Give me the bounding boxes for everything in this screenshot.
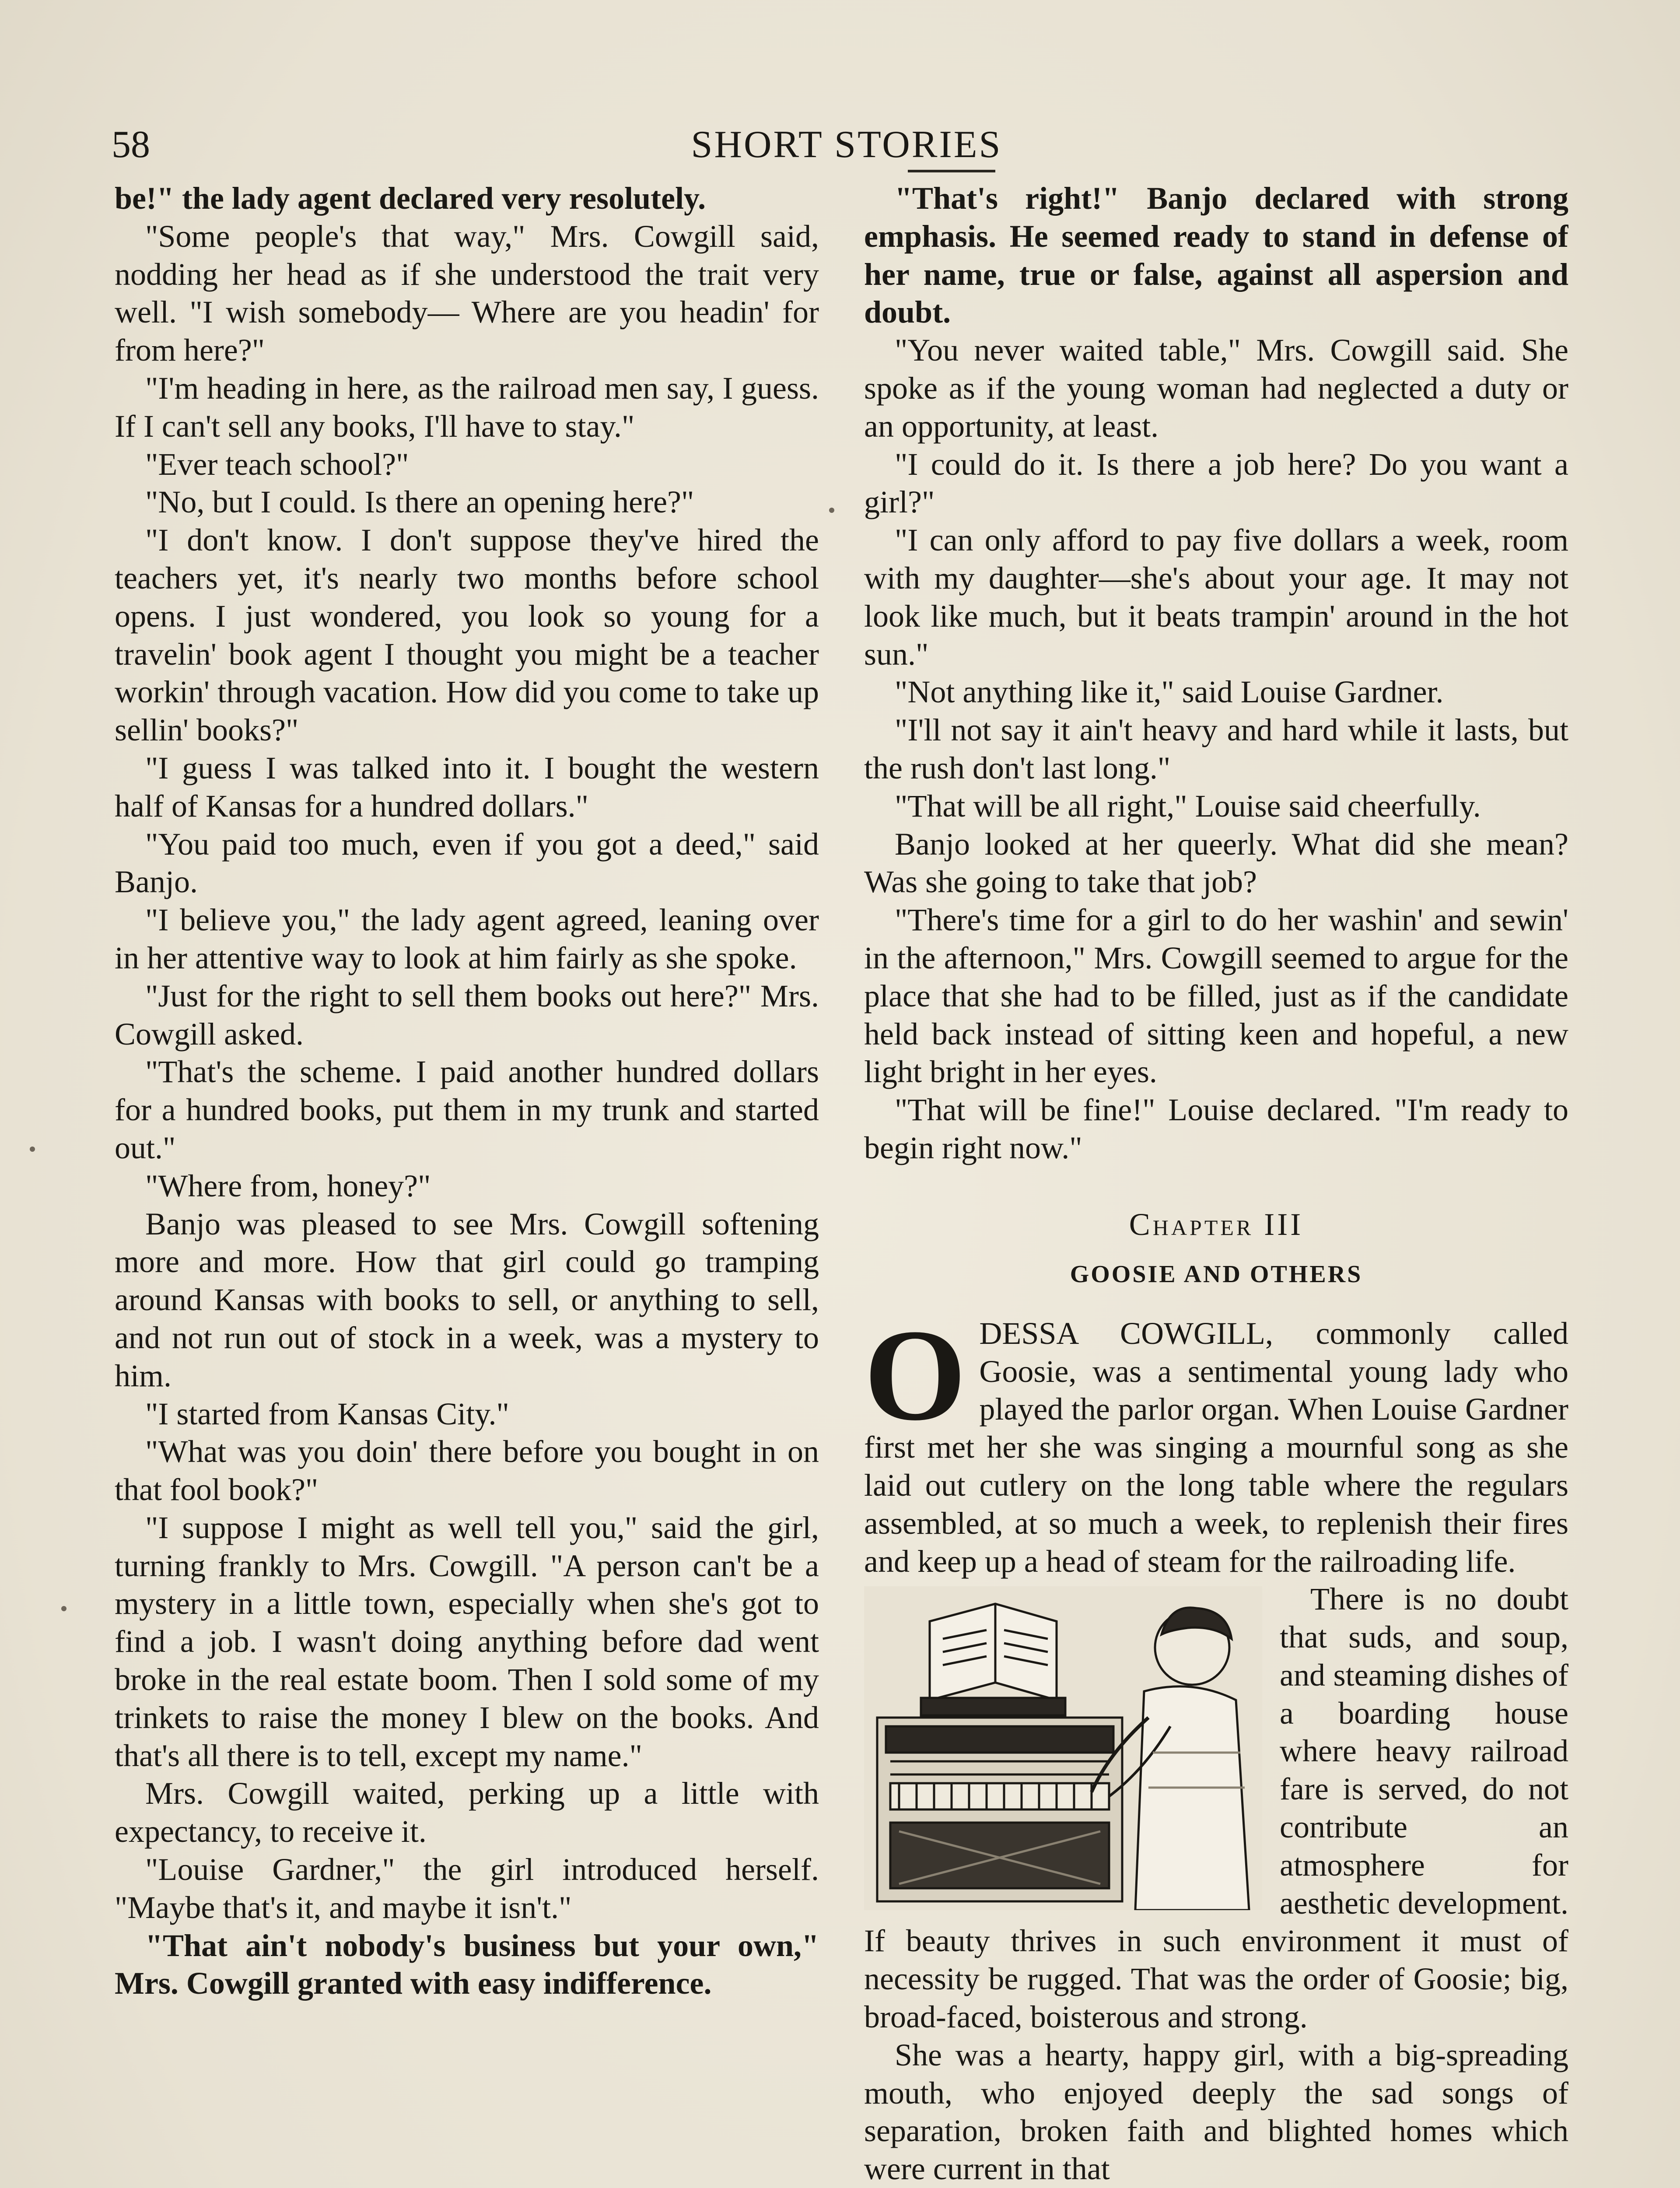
paragraph: "That will be fine!" Louise declared. "I'm ready to begin right now." — [864, 1092, 1568, 1165]
left-column — [115, 179, 819, 2188]
header-ornament-rule — [908, 170, 995, 172]
paragraph: "Ever teach school?" — [145, 446, 409, 482]
paragraph: "Louise Gardner," the girl introduced herself. "Maybe that's it, and maybe it isn't." — [115, 1852, 819, 1925]
paragraph: Banjo was pleased to see Mrs. Cowgill softening more and more. How that girl could go tramping around Kansas with books to sell, or anything to sell, and not run out of stock in a week, was a mystery to him. — [115, 1206, 819, 1393]
paragraph: "No, but I could. Is there an opening here?" — [145, 484, 694, 520]
paragraph: "That will be all right," Louise said cheerfully. — [895, 788, 1481, 824]
paragraph: "That's right!" Banjo declared with strong emphasis. He seemed ready to stand in defense of her name, true or false, against all aspersion and doubt. — [864, 181, 1568, 330]
paragraph: "I'll not say it ain't heavy and hard while it lasts, but the rush don't last long." — [864, 712, 1568, 785]
paragraph: "I suppose I might as well tell you," said the girl, turning frankly to Mrs. Cowgill. "A person can't be a mystery in a little town, especially when she's got to find a job. I wasn't doing anything before dad went broke in the real estate boom. Then I sold some of my trinkets to raise the money I blew on the books. And that's all there is to tell, except my name." — [115, 1510, 819, 1773]
girl-at-organ-illustration — [864, 1586, 1262, 1910]
paragraph: "Just for the right to sell them books out here?" Mrs. Cowgill asked. — [115, 978, 819, 1052]
paragraph — [864, 1580, 1568, 2036]
paper-speck — [61, 1606, 66, 1611]
paragraph: "I started from Kansas City." — [145, 1396, 509, 1431]
paper-speck — [30, 1147, 35, 1152]
paragraph: "You paid too much, even if you got a deed," said Banjo. — [115, 826, 819, 900]
paragraph: Mrs. Cowgill waited, perking up a little with expectancy, to receive it. — [115, 1776, 819, 1849]
chapter-opening-paragraph — [864, 1302, 1568, 1581]
paragraph-text: There is no doubt that suds, and soup, and steaming dishes of a boarding house where heavy railroad fare is served, do not contribute an atmosphere for aesthetic development. If beauty thrives in such environment it must of necessity be rugged. That was the order of Goosie; big, broad-faced, boisterous and strong. — [864, 1581, 1568, 2035]
paragraph: "I could do it. Is there a job here? Do you want a girl?" — [864, 446, 1568, 520]
running-head: SHORT STORIES — [691, 123, 1002, 166]
paragraph: "That's the scheme. I paid another hundred dollars for a hundred books, put them in my trunk and started out." — [115, 1054, 819, 1165]
page-number: 58 — [112, 123, 150, 166]
paragraph: "Not anything like it," said Louise Gardner. — [895, 674, 1444, 710]
paper-speck — [829, 508, 834, 513]
chapter-number: Chapter III — [1129, 1206, 1304, 1242]
paragraph: "What was you doin' there before you bought in on that fool book?" — [115, 1434, 819, 1508]
paragraph-text: DESSA COWGILL, commonly called Goosie, was a sentimental young lady who played the parlor organ. When Louise Gardner first met her she was singing a mournful song as she laid out cutlery on the long table where the regulars assembled, at so much a week, to replenish their fires and keep up a head of steam for the railroading life. — [864, 1315, 1568, 1579]
paragraph: "Some people's that way," Mrs. Cowgill said, nodding her head as if she understood the trait very well. "I wish somebody— Where are you headin' for from here?" — [115, 218, 819, 368]
drop-cap: O — [864, 1302, 966, 1448]
paragraph: "I don't know. I don't suppose they've hired the teachers yet, it's nearly two months before school opens. I just wondered, you look so young for a travelin' book agent I thought you might be a teacher workin' through vacation. How did you come to take up sellin' books?" — [115, 522, 819, 748]
paragraph: "You never waited table," Mrs. Cowgill said. She spoke as if the young woman had neglected a duty or an opportunity, at least. — [864, 333, 1568, 444]
page-header — [112, 118, 1582, 171]
paragraph: Banjo looked at her queerly. What did she mean? Was she going to take that job? — [864, 826, 1568, 900]
paragraph: "I'm heading in here, as the railroad men say, I guess. If I can't sell any books, I'll have to stay." — [115, 370, 819, 444]
paragraph: "There's time for a girl to do her washin' and sewin' in the afternoon," Mrs. Cowgill seemed to argue for the place that she had to be filled, just as if the candidate held back instead of sitting keen and hopeful, a new light bright in her eyes. — [864, 902, 1568, 1090]
paragraph: "I guess I was talked into it. I bought the western half of Kansas for a hundred dollars." — [115, 750, 819, 824]
paragraph: She was a hearty, happy girl, with a big-spreading mouth, who enjoyed deeply the sad songs of separation, broken faith and blighted homes which were current in that — [864, 2037, 1568, 2187]
chapter-title: GOOSIE AND OTHERS — [1070, 1260, 1363, 1288]
paragraph: "Where from, honey?" — [145, 1168, 431, 1203]
paragraph: "That ain't nobody's business but your own," Mrs. Cowgill granted with easy indifference. — [115, 1928, 819, 2001]
paragraph: be!" the lady agent declared very resolutely. — [115, 181, 706, 216]
paragraph: "I can only afford to pay five dollars a week, room with my daughter—she's about your age. It may not look like much, but it beats trampin' around in the hot sun." — [864, 522, 1568, 672]
paragraph: "I believe you," the lady agent agreed, leaning over in her attentive way to look at him fairly as she spoke. — [115, 902, 819, 975]
right-column — [864, 179, 1568, 2188]
